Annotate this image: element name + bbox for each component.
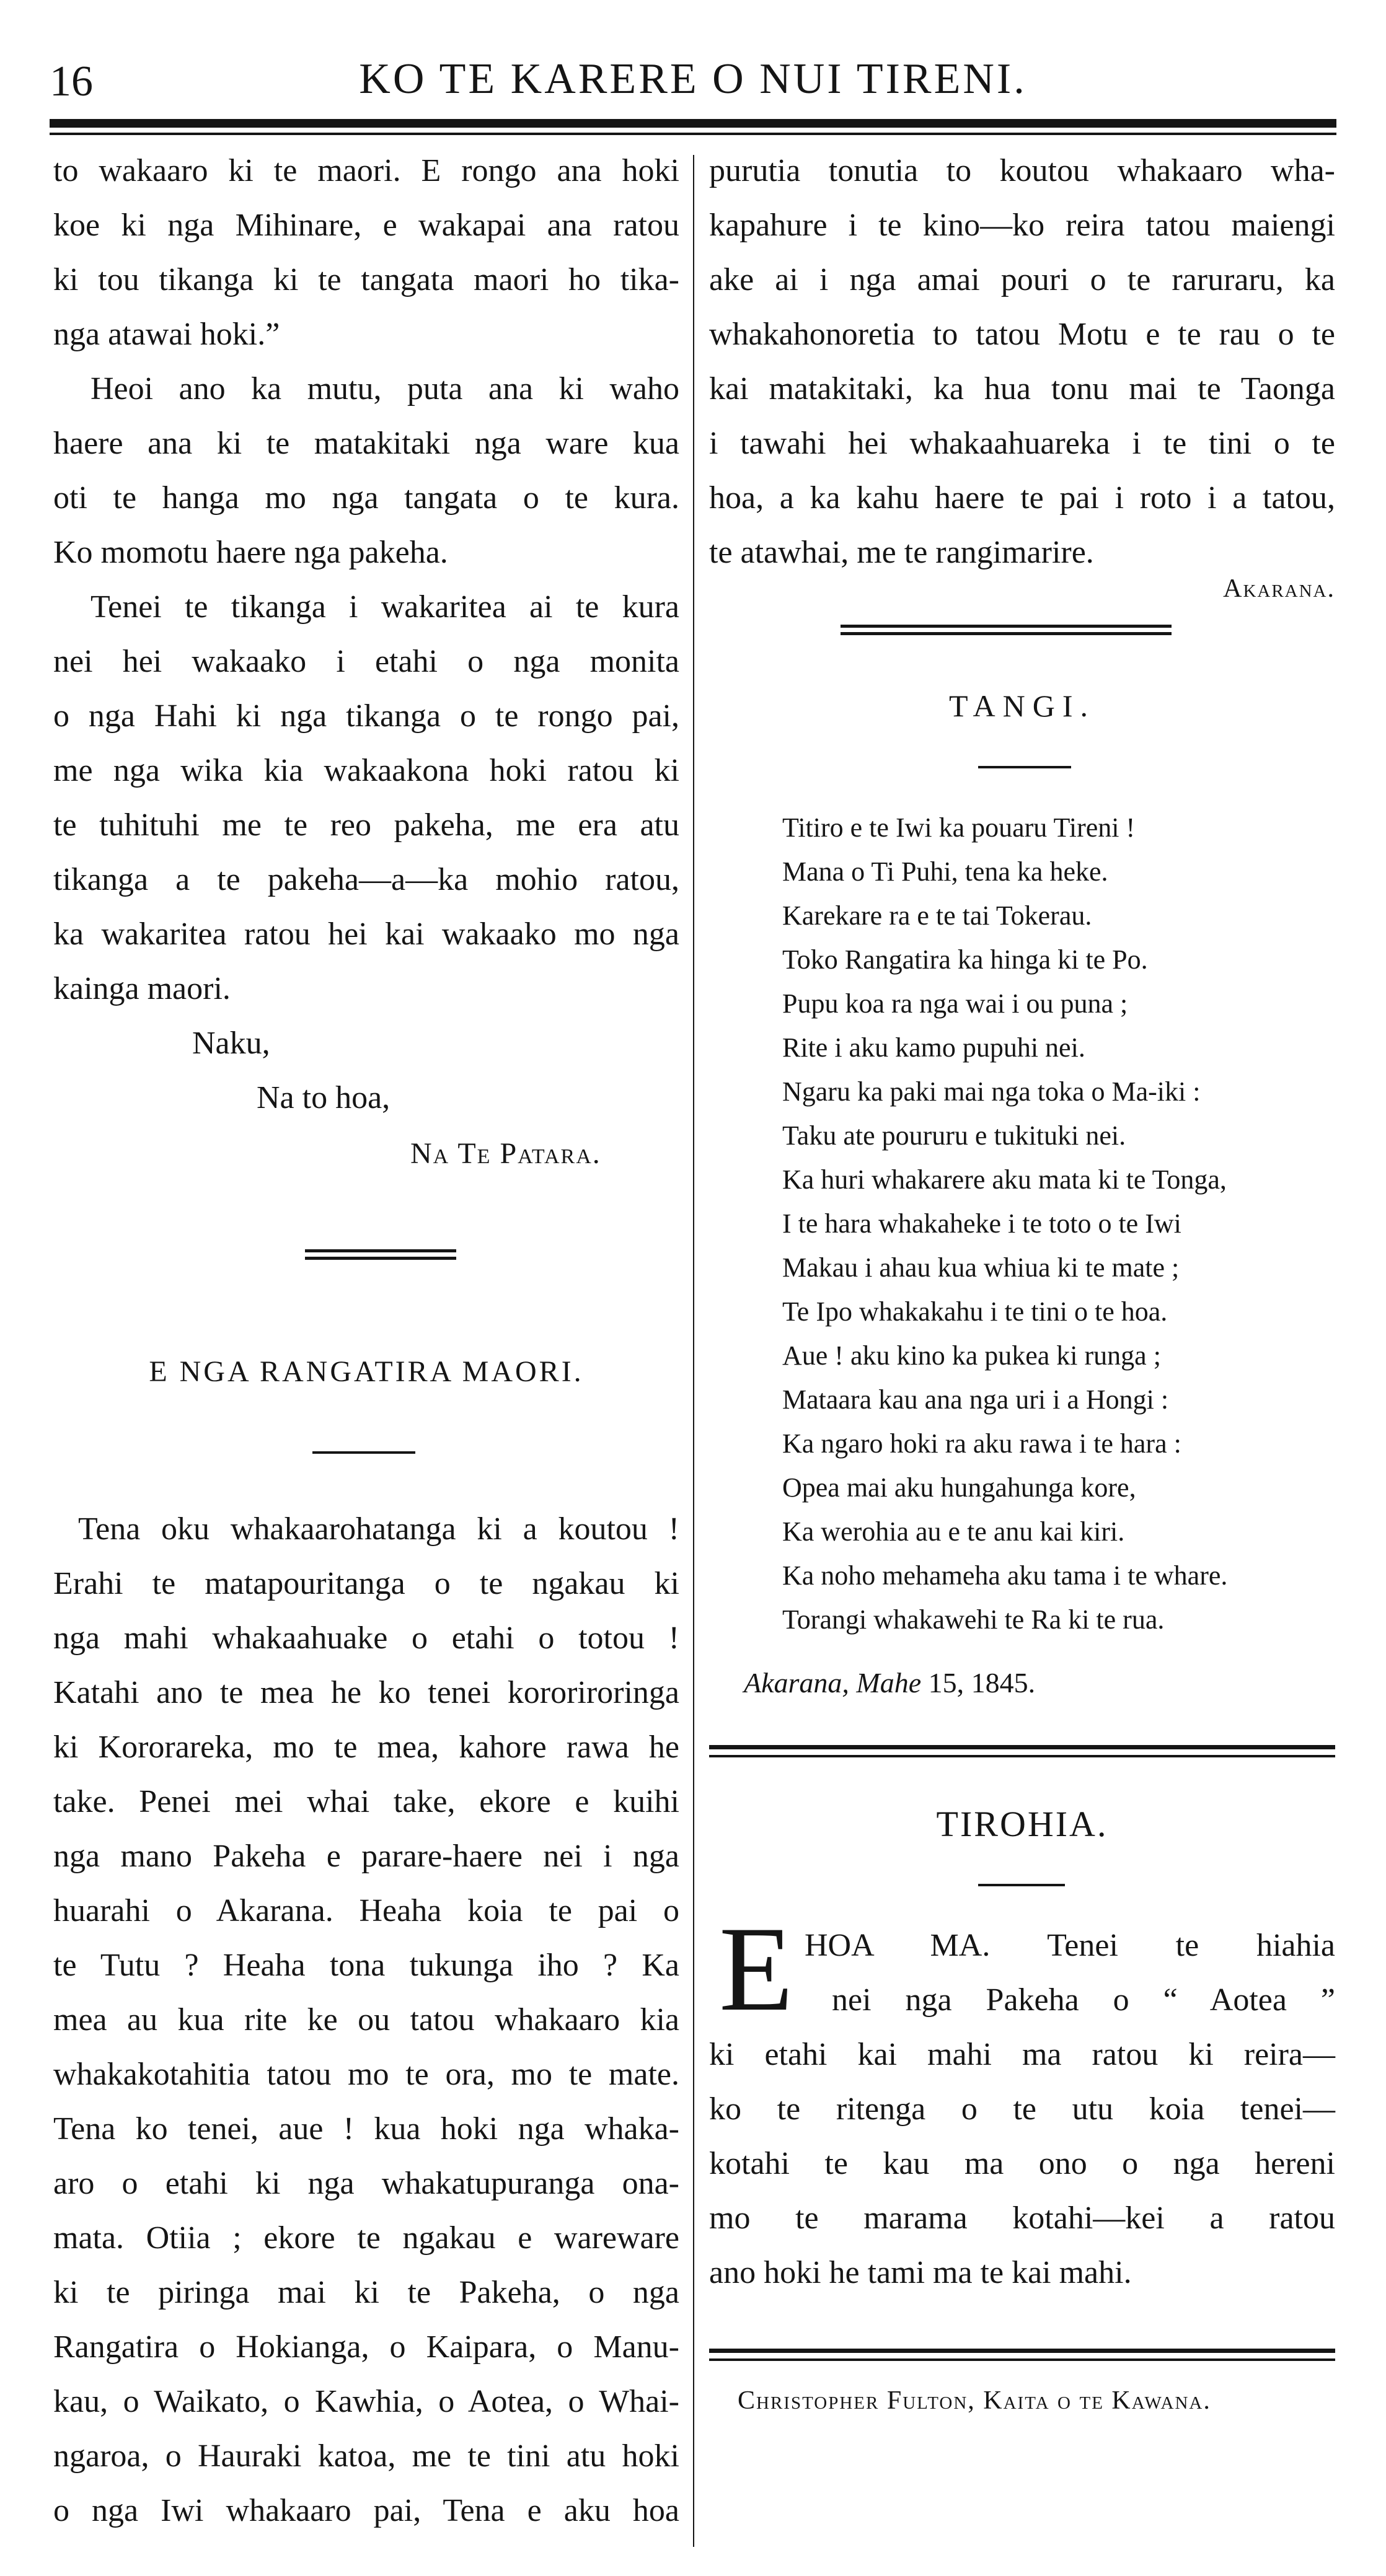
text-line: nga mano Pakeha e parare-haere nei i nga [53, 1839, 679, 1874]
page-number: 16 [50, 58, 93, 105]
text-line: Erahi te matapouritanga o te ngakau ki [53, 1566, 679, 1601]
poem-line: Rite i aku kamo pupuhi nei. [782, 1032, 1085, 1063]
text-line: mo te marama kotahi—kei a ratou [709, 2200, 1335, 2236]
text-line: ki te piringa mai ki te Pakeha, o nga [53, 2275, 679, 2310]
text-line: kapahure i te kino—ko reira tatou maiengi [709, 208, 1335, 243]
poem-line: Makau i ahau kua whiua ki te mate ; [782, 1252, 1180, 1283]
poem-line: Ka noho mehameha aku tama i te whare. [782, 1560, 1228, 1591]
section-rule-right [841, 625, 1172, 628]
poem-line: Ka ngaro hoki ra aku rawa i te hara : [782, 1428, 1181, 1459]
notice-heading: TIROHIA. [936, 1804, 1108, 1844]
printer-imprint: Christopher Fulton, Kaita o te Kawana. [738, 2386, 1211, 2415]
poem-line: Torangi whakawehi te Ra ki te rua. [782, 1604, 1165, 1635]
text-line: aro o etahi ki nga whakatupuranga ona- [53, 2166, 679, 2201]
paragraph-school-purpose [53, 580, 679, 1016]
text-line: te Tutu ? Heaha tona tukunga iho ? Ka [53, 1948, 679, 1983]
text-line: hoa, a ka kahu haere te pai i roto i a tatou, [709, 480, 1335, 516]
poem-dateline [744, 1656, 1035, 1710]
text-line: kai matakitaki, ka hua tonu mai te Taonga [709, 371, 1335, 407]
section-rule-double [709, 1745, 1335, 1749]
heading-short-rule [312, 1451, 415, 1454]
letter-continuation [709, 144, 1335, 580]
text-line: kainga maori. [53, 971, 231, 1006]
poem-line: Mataara kau ana nga uri i a Hongi : [782, 1384, 1169, 1415]
section-rule-left [305, 1257, 456, 1260]
letter-to-chiefs [53, 1502, 679, 2538]
text-line: te atawhai, me te rangimarire. [709, 535, 1094, 570]
text-line: huarahi o Akarana. Heaha koia te pai o [53, 1893, 679, 1928]
poem-tangi [782, 806, 1340, 1642]
text-line: Ko momotu haere nga pakeha. [53, 535, 448, 570]
poem-line: Titiro e te Iwi ka pouaru Tireni ! [782, 812, 1136, 843]
poem-line: Ka werohia au e te anu kai kiri. [782, 1516, 1125, 1547]
heading-short-rule [978, 766, 1071, 768]
text-line: kotahi te kau ma ono o nga hereni [709, 2146, 1335, 2181]
text-line: ki Kororareka, mo te mea, kahore rawa he [53, 1730, 679, 1765]
poem-line: Toko Rangatira ka hinga ki te Po. [782, 944, 1148, 975]
text-line: oti te hanga mo nga tangata o te kura. [53, 480, 679, 516]
text-line: whakahonoretia to tatou Motu e te rau o te [709, 317, 1335, 352]
poem-line: Aue ! aku kino ka pukea ki runga ; [782, 1340, 1161, 1371]
letter-signature: Akarana. [1223, 574, 1335, 603]
poem-line: Karekare ra e te tai Tokerau. [782, 900, 1092, 931]
text-line: mea au kua rite ke ou tatou whakaaro kia [53, 2002, 679, 2038]
text-line: ake ai i nga amai pouri o te raruraru, ka [709, 262, 1335, 297]
intro-paragraph [53, 144, 679, 362]
text-line: mata. Otiia ; ekore te ngakau e wareware [53, 2220, 679, 2256]
text-line: HOA MA. Tenei te hiahia [805, 1928, 1335, 1963]
text-line: ano hoki he tami ma te kai mahi. [709, 2255, 1132, 2290]
section-rule-left [305, 1249, 456, 1252]
notice-text-beside-dropcap [782, 1919, 1335, 2028]
column-divider [693, 155, 694, 2547]
text-line: nei hei wakaako i etahi o nga monita [53, 644, 679, 679]
text-line: kau, o Waikato, o Kawhia, o Aotea, o Whai- [53, 2384, 679, 2419]
text-line: me nga wika kia wakaakona hoki ratou ki [53, 753, 679, 788]
paragraph-departure [53, 362, 679, 580]
letter-heading: E NGA RANGATIRA MAORI. [149, 1355, 584, 1388]
text-line: ki etahi kai mahi ma ratou ki reira— [709, 2037, 1335, 2072]
text-line: nga atawai hoki.” [53, 317, 280, 352]
poem-line: Pupu koa ra nga wai i ou puna ; [782, 988, 1128, 1019]
section-rule-double [709, 2358, 1335, 2361]
text-line: Tenei te tikanga i wakaritea ai te kura [90, 589, 679, 625]
poem-line: Mana o Ti Puhi, tena ka heke. [782, 856, 1108, 887]
text-line: whakakotahitia tatou mo te ora, mo te mate. [53, 2057, 679, 2092]
text-line: nga mahi whakaahuake o etahi o totou ! [53, 1620, 679, 1656]
text-line: haere ana ki te matakitaki nga ware kua [53, 426, 679, 461]
text-line: Tena ko tenei, aue ! kua hoki nga whaka- [53, 2111, 679, 2147]
section-rule-double [709, 1755, 1335, 1757]
text-line: ka wakaritea ratou hei kai wakaako mo nga [53, 917, 679, 952]
text-line: ngaroa, o Hauraki katoa, me te tini atu hoki [53, 2438, 679, 2474]
text-line: Tena oku whakaarohatanga ki a koutou ! [78, 1511, 679, 1547]
text-line: tikanga a te pakeha—a—ka mohio ratou, [53, 862, 679, 897]
text-line: purutia tonutia to koutou whakaaro wha- [709, 153, 1335, 188]
text-line: ko te ritenga o te utu koia tenei— [709, 2091, 1335, 2127]
text-line: i tawahi hei whakaahuareka i te tini o te [709, 426, 1335, 461]
poem-heading: TANGI. [948, 688, 1095, 723]
text-line: Rangatira o Hokianga, o Kaipara, o Manu- [53, 2329, 679, 2365]
header-rule-thin [50, 133, 1336, 135]
text-line: o nga Iwi whakaaro pai, Tena e aku hoa [53, 2493, 679, 2528]
poem-line: Taku ate poururu e tukituki nei. [782, 1120, 1126, 1151]
notice-text [709, 2028, 1335, 2300]
text-line: Heoi ano ka mutu, puta ana ki waho [90, 371, 679, 407]
section-rule-right [841, 632, 1172, 635]
poem-line: Ka huri whakarere aku mata ki te Tonga, [782, 1164, 1227, 1195]
text-line: take. Penei mei whai take, ekore e kuihi [53, 1784, 679, 1819]
header-rule-thick [50, 119, 1336, 128]
text-line: te tuhituhi me te reo pakeha, me era atu [53, 807, 679, 843]
text-line: Katahi ano te mea he ko tenei kororiroringa [53, 1675, 679, 1710]
text-line: to wakaaro ki te maori. E rongo ana hoki [53, 153, 679, 188]
dateline-date: 15, 1845. [921, 1667, 1036, 1699]
text-line: ki tou tikanga ki te tangata maori ho tika- [53, 262, 679, 297]
poem-line: Opea mai aku hungahunga kore, [782, 1472, 1136, 1503]
closing-na-to-hoa: Na to hoa, [257, 1080, 391, 1115]
dateline-place: Akarana, Mahe [744, 1667, 922, 1699]
closing-signature: Na Te Patara. [410, 1137, 601, 1170]
masthead-title: KO TE KARERE O NUI TIRENI. [359, 55, 1027, 103]
text-line: koe ki nga Mihinare, e wakapai ana ratou [53, 208, 679, 243]
section-rule-double [709, 2349, 1335, 2353]
poem-line: Te Ipo whakakahu i te tini o te hoa. [782, 1296, 1168, 1327]
closing-naku: Naku, [192, 1026, 270, 1061]
text-line: o nga Hahi ki nga tikanga o te rongo pai, [53, 698, 679, 734]
poem-line: I te hara whakaheke i te toto o te Iwi [782, 1208, 1181, 1239]
text-line: nei nga Pakeha o “ Aotea ” [832, 1982, 1335, 2018]
heading-short-rule [978, 1884, 1065, 1886]
poem-line: Ngaru ka paki mai nga toka o Ma-iki : [782, 1076, 1201, 1107]
drop-cap-letter: E [719, 1902, 793, 2036]
